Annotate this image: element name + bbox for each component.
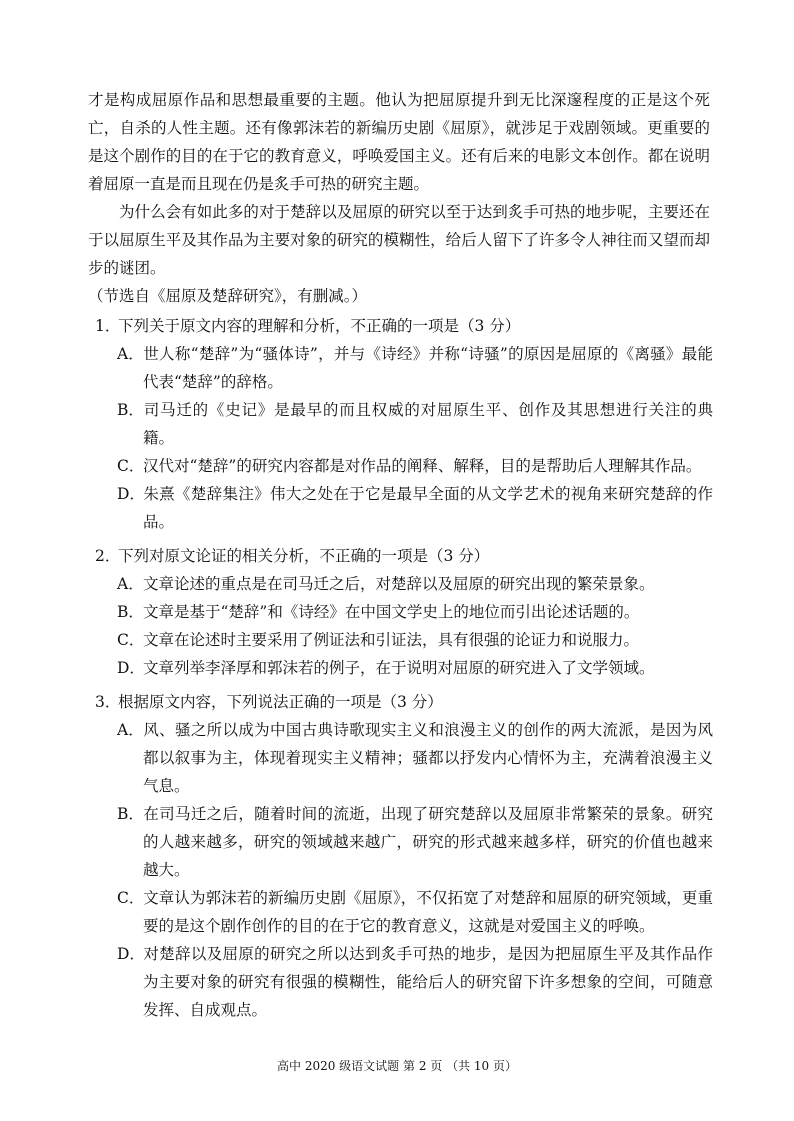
option-text: 在司马迁之后，随着时间的流逝，出现了研究楚辞以及屈原非常繁荣的景象。研究的人越来越多，研究的领域越来越广，研究的形式越来越多样，研究的价值也越来越大。 xyxy=(143,805,713,879)
option-c xyxy=(95,884,713,940)
option-text: 文章认为郭沫若的新编历史剧《屈原》，不仅拓宽了对楚辞和屈原的研究领域，更重要的是这个剧作创作的目的在于它的教育意义，这就是对爱国主义的呼唤。 xyxy=(143,889,713,935)
option-text: 风、骚之所以成为中国古典诗歌现实主义和浪漫主义的创作的两大流派，是因为风都以叙事为主，体现着现实主义精神；骚都以抒发内心情怀为主，充满着浪漫主义气息。 xyxy=(143,721,713,795)
option-text: 文章列举李泽厚和郭沫若的例子，在于说明对屈原的研究进入了文学领域。 xyxy=(143,659,655,677)
passage-paragraph: 为什么会有如此多的对于楚辞以及屈原的研究以至于达到炙手可热的地步呢，主要还在于以屈原生平及其作品为主要对象的研究的模糊性，给后人留下了许多令人神往而又望而却步的谜团。 xyxy=(88,203,710,277)
question-stem xyxy=(95,542,713,570)
option-text: 文章论述的重点是在司马迁之后，对楚辞以及屈原的研究出现的繁荣景象。 xyxy=(143,575,655,593)
question-stem-text: 下列对原文论证的相关分析，不正确的一项是（3 分） xyxy=(118,547,490,565)
passage-source: （节选自《屈原及楚辞研究》，有删减。） xyxy=(88,287,368,305)
option-letter: C． xyxy=(117,457,145,475)
question-stem-text: 根据原文内容，下列说法正确的一项是（3 分） xyxy=(118,693,443,711)
question-2 xyxy=(95,542,713,682)
option-a xyxy=(95,340,713,396)
question-number: 1． xyxy=(95,317,121,335)
option-letter: A． xyxy=(117,575,144,593)
reading-passage xyxy=(88,86,710,310)
option-d xyxy=(95,480,713,536)
option-a xyxy=(95,716,713,800)
option-letter: A． xyxy=(117,721,144,739)
option-a xyxy=(95,570,713,598)
option-letter: B． xyxy=(117,401,144,419)
option-text: 汉代对“楚辞”的研究内容都是对作品的阐释、解释，目的是帮助后人理解其作品。 xyxy=(143,457,702,475)
option-letter: A． xyxy=(117,345,144,363)
option-text: 世人称“楚辞”为“骚体诗”，并与《诗经》并称“诗骚”的原因是屈原的《离骚》最能代表“楚辞”的辞格。 xyxy=(143,345,713,391)
option-letter: B． xyxy=(117,603,144,621)
option-text: 文章在论述时主要采用了例证法和引证法，具有很强的论证力和说服力。 xyxy=(143,631,640,649)
option-d xyxy=(95,940,713,1024)
option-letter: D． xyxy=(117,945,145,963)
question-1 xyxy=(95,312,713,536)
option-letter: D． xyxy=(117,659,145,677)
option-b xyxy=(95,598,713,626)
question-list xyxy=(95,312,713,1030)
passage-paragraph: 才是构成屈原作品和思想最重要的主题。他认为把屈原提升到无比深邃程度的正是这个死亡，自杀的人性主题。还有像郭沫若的新编历史剧《屈原》，就涉足于戏剧领域。更重要的是这个剧作的目的在于它的教育意义，呼唤爱国主义。还有后来的电影文本创作。都在说明着屈原一直是而且现在仍是炙手可热的研究主题。 xyxy=(88,91,710,193)
option-c xyxy=(95,452,713,480)
option-b xyxy=(95,396,713,452)
question-number: 2． xyxy=(95,547,121,565)
option-letter: C． xyxy=(117,631,145,649)
option-b xyxy=(95,800,713,884)
question-stem xyxy=(95,312,713,340)
option-letter: B． xyxy=(117,805,144,823)
question-3 xyxy=(95,688,713,1024)
option-d xyxy=(95,654,713,682)
option-text: 司马迁的《史记》是最早的而且权威的对屈原生平、创作及其思想进行关注的典籍。 xyxy=(143,401,713,447)
option-c xyxy=(95,626,713,654)
option-letter: D． xyxy=(117,485,145,503)
question-stem xyxy=(95,688,713,716)
question-stem-text: 下列关于原文内容的理解和分析，不正确的一项是（3 分） xyxy=(118,317,521,335)
option-text: 文章是基于“楚辞”和《诗经》在中国文学史上的地位而引出论述话题的。 xyxy=(143,603,640,621)
page-footer: 高中 2020 级语文试题 第 2 页 （共 10 页） xyxy=(277,1059,517,1073)
option-text: 对楚辞以及屈原的研究之所以达到炙手可热的地步，是因为把屈原生平及其作品作为主要对象的研究有很强的模糊性，能给后人的研究留下许多想象的空间，可随意发挥、自成观点。 xyxy=(143,945,713,1019)
question-number: 3． xyxy=(95,693,121,711)
option-text: 朱熹《楚辞集注》伟大之处在于它是最早全面的从文学艺术的视角来研究楚辞的作品。 xyxy=(143,485,713,531)
option-letter: C． xyxy=(117,889,145,907)
